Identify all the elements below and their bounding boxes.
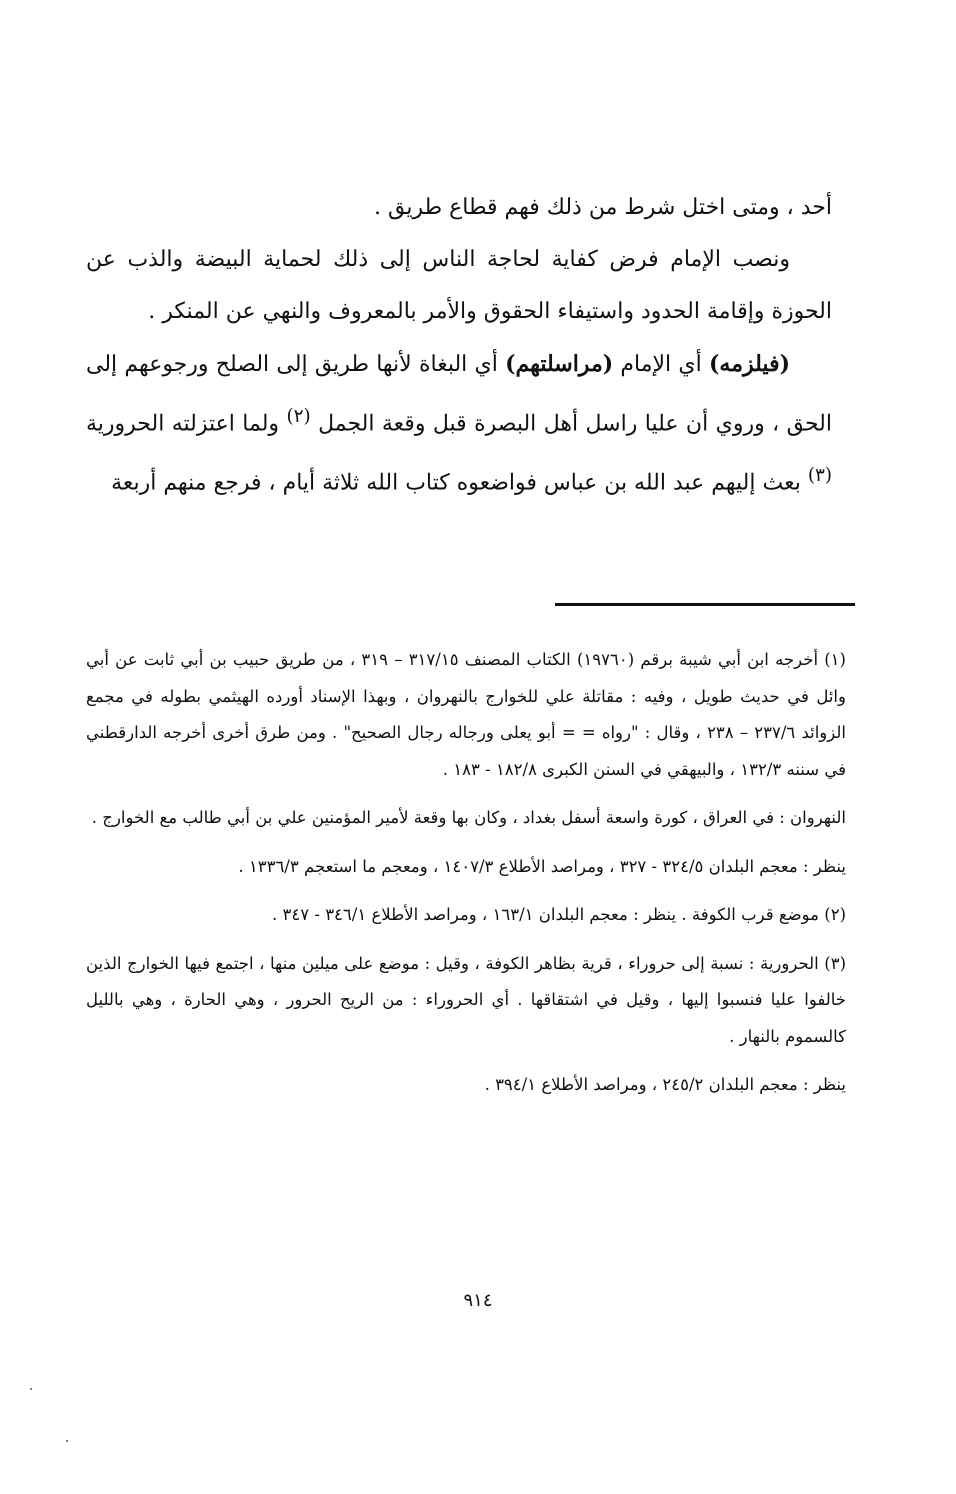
bold-term-fayalzamuh: (فيلزمه) (709, 351, 790, 377)
main-paragraph-3-part-1: أي الإمام (613, 352, 710, 377)
footnote-ref-3: (٣) (807, 465, 832, 487)
footnote-3-see-text: ينظر : معجم البلدان ٢٤٥/٢ ، ومراصد الأطلاع ٣٩٤/١ . (484, 1075, 846, 1094)
main-paragraph-3-part-3: ولما اعتزلته الحرورية (86, 411, 287, 437)
main-paragraph-1: أحد ، ومتى اختل شرط من ذلك فهم قطاع طريق . (374, 195, 832, 220)
footnote-1-nahrawan (86, 800, 846, 837)
main-paragraph-3 (86, 338, 832, 510)
main-paragraph-3-part-2: أي البغاة لأنها طريق إلى الصلح ورجوعهم إلى الحق ، وروي أن عليا راسل أهل البصرة قبل وقعة الجمل (86, 352, 833, 437)
main-paragraph-2: ونصب الإمام فرض كفاية لحاجة الناس إلى ذلك لحماية البيضة والذب عن الحوزة وإقامة الحدود واستيفاء الحقوق والأمر بالمعروف والنهي عن المنكر . (86, 247, 832, 324)
scan-speck (66, 1440, 68, 1442)
main-paragraph-3-part-4: بعث إليهم عبد الله بن عباس فواضعوه كتاب الله ثلاثة أيام ، فرجع منهم أربعة (111, 470, 808, 496)
footnote-1-text: (١) أخرجه ابن أبي شيبة برقم (١٩٧٦٠) الكتاب المصنف ٣١٧/١٥ – ٣١٩ ، من طريق حبيب بن أبي ثابت عن أبي وائل في حديث طويل ، وفيه : مقاتلة علي للخوارج بالنهروان ، وبهذا الإسناد أورده الهيثمي بطوله في مجمع الزوائد ٢٣٧/٦ – ٢٣٨ ، وقال : "رواه = = أبو يعلى ورجاله رجال الصحيح" . ومن طرق أخرى أخرجه الدارقطني في سننه ١٣٢/٣ ، والبيهقي في السنن الكبرى ١٨٢/٨ - ١٨٣ . (86, 650, 846, 779)
footnote-1-see (86, 849, 846, 886)
bold-term-murasalatuhum: (مراسلتهم) (505, 351, 614, 377)
footnote-3 (86, 946, 846, 1056)
footnotes (86, 642, 846, 1116)
footnote-divider (555, 603, 855, 606)
footnote-3-see (86, 1067, 846, 1104)
page-number: ٩١٤ (463, 1290, 493, 1311)
footnote-3-text: (٣) الحرورية : نسبة إلى حروراء ، قرية بظاهر الكوفة ، وقيل : موضع على ميلين منها ، اجتمع فيها الخوارج الذين خالفوا عليا فنسبوا إليها ، وقيل في اشتقاقها . أي الحروراء : من الريح الحرور ، وهي الحارة ، وهي بالليل كالسموم بالنهار . (86, 953, 846, 1046)
footnote-ref-2: (٢) (286, 406, 311, 427)
footnote-2-text: (٢) موضع قرب الكوفة . ينظر : معجم البلدان ١٦٣/١ ، ومراصد الأطلاع ٣٤٦/١ - ٣٤٧ . (272, 905, 846, 924)
footnote-1-see-text: ينظر : معجم البلدان ٣٢٤/٥ - ٣٢٧ ، ومراصد الأطلاع ١٤٠٧/٣ ، ومعجم ما استعجم ١٣٣٦/٣ . (238, 856, 846, 876)
footnote-1-nahrawan-text: النهروان : في العراق ، كورة واسعة أسفل بغداد ، وكان بها وقعة لأمير المؤمنين علي بن أبي طالب مع الخوارج . (91, 808, 846, 827)
main-text (86, 182, 832, 510)
footnote-2 (86, 897, 846, 934)
footnote-1 (86, 642, 846, 788)
scan-speck (30, 1388, 32, 1390)
